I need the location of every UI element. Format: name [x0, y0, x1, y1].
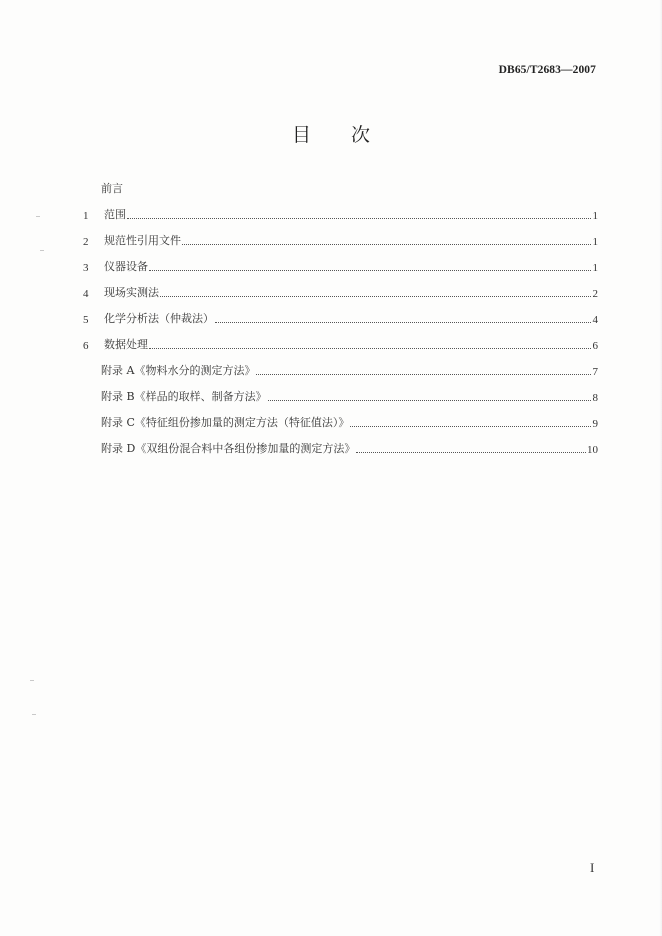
- leader-dots: [268, 399, 591, 401]
- toc-entry-page: 4: [592, 314, 598, 326]
- toc-entry-page: 6: [592, 340, 598, 352]
- toc-entry-foreword[interactable]: [83, 180, 598, 196]
- toc-entry-number: 3: [83, 262, 89, 274]
- leader-dots: [215, 321, 591, 323]
- toc-entry-page: 1: [592, 210, 598, 222]
- scan-speck: [30, 680, 34, 681]
- toc-entry-page: 1: [592, 236, 598, 248]
- toc-entry-3[interactable]: [83, 258, 598, 274]
- leader-dots: [127, 217, 591, 219]
- toc-entry-label: 附录 C《特征组份掺加量的测定方法（特征值法）》: [101, 416, 350, 429]
- leader-dots: [160, 295, 591, 297]
- leader-dots: [182, 243, 591, 245]
- toc-title-char-1: 目: [291, 124, 311, 146]
- toc-entry-label: 仪器设备: [104, 260, 148, 273]
- toc-entry-label: 范围: [104, 208, 126, 221]
- toc-entry-page: 9: [592, 418, 598, 430]
- standard-code: DB65/T2683—2007: [498, 64, 596, 76]
- toc-entry-number: 1: [83, 210, 89, 222]
- toc-entry-2[interactable]: [83, 232, 598, 248]
- toc-entry-appendix-d[interactable]: [83, 440, 598, 456]
- toc-entry-label: 附录 A《物料水分的测定方法》: [101, 364, 256, 377]
- page-folio: I: [590, 860, 595, 875]
- toc-entry-label: 现场实测法: [104, 286, 159, 299]
- toc-entry-label: 附录 D《双组份混合料中各组份掺加量的测定方法》: [101, 442, 356, 455]
- toc-entry-number: 6: [83, 340, 89, 352]
- scan-speck: [36, 216, 40, 217]
- leader-dots: [256, 373, 591, 375]
- toc-entry-number: 4: [83, 288, 89, 300]
- leader-dots: [350, 425, 591, 427]
- toc-entry-label: 前言: [101, 182, 123, 195]
- toc-entry-page: 7: [592, 366, 598, 378]
- toc-entry-number: 2: [83, 236, 89, 248]
- toc-entry-page: 1: [592, 262, 598, 274]
- leader-dots: [149, 269, 591, 271]
- toc-entry-label: 规范性引用文件: [104, 234, 181, 247]
- toc-entry-4[interactable]: [83, 284, 598, 300]
- toc-entry-appendix-c[interactable]: [83, 414, 598, 430]
- toc-title: [0, 120, 662, 147]
- toc-entry-appendix-a[interactable]: [83, 362, 598, 378]
- toc-entry-5[interactable]: [83, 310, 598, 326]
- scan-speck: [40, 250, 44, 251]
- toc-entry-appendix-b[interactable]: [83, 388, 598, 404]
- toc-entry-page: 10: [587, 444, 598, 456]
- leader-dots: [356, 451, 586, 453]
- toc-entry-label: 数据处理: [104, 338, 148, 351]
- leader-dots: [149, 347, 591, 349]
- toc-entry-label: 附录 B《样品的取样、制备方法》: [101, 390, 267, 403]
- toc-entry-page: 8: [592, 392, 598, 404]
- toc-entry-number: 5: [83, 314, 89, 326]
- scan-speck: [32, 714, 36, 715]
- toc-entry-6[interactable]: [83, 336, 598, 352]
- toc-entry-1[interactable]: [83, 206, 598, 222]
- toc-entry-page: 2: [592, 288, 598, 300]
- toc-entry-label: 化学分析法（仲裁法）: [104, 312, 214, 325]
- toc-title-char-2: 次: [351, 124, 371, 146]
